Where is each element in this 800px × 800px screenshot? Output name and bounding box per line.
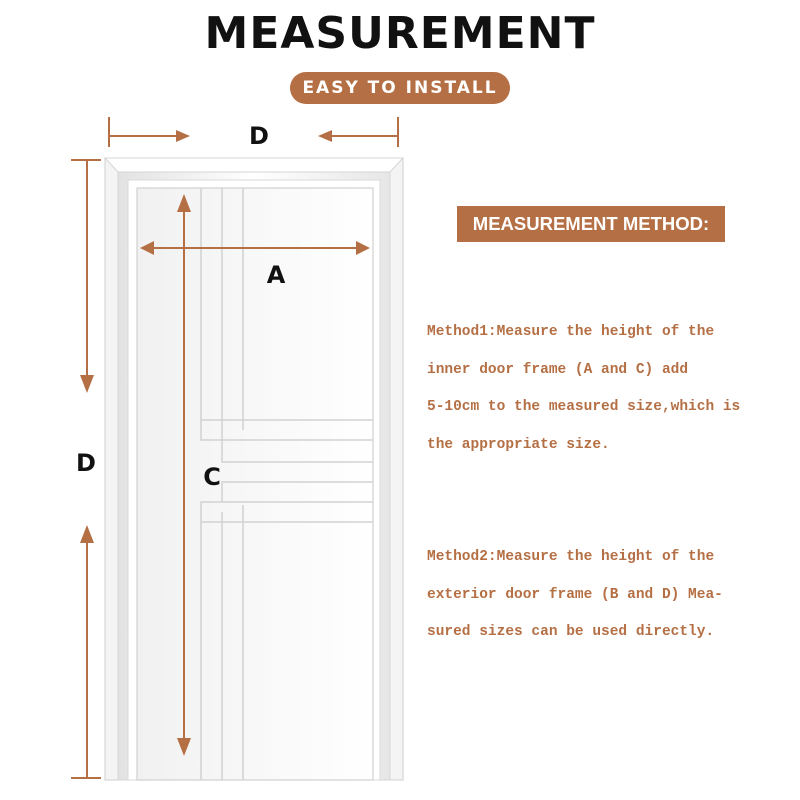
method1-line: Method1:Measure the height of the	[427, 324, 715, 340]
method1-text	[427, 314, 787, 464]
method2-text	[427, 539, 787, 652]
method-heading: MEASUREMENT METHOD:	[457, 206, 725, 242]
method1-line: the appropriate size.	[427, 436, 610, 453]
door-leaf	[137, 188, 373, 780]
method1-line: 5-10cm to the measured size,which is	[427, 399, 741, 415]
width-a-label: A	[266, 261, 286, 289]
method2-line: Method2:Measure the height of the	[427, 549, 715, 565]
easy-install-badge: EASY TO INSTALL	[290, 72, 510, 104]
page-title: MEASUREMENT	[204, 8, 596, 59]
width-d-label: D	[249, 122, 269, 150]
height-c-label: C	[203, 463, 221, 491]
method2-line: exterior door frame (B and D) Mea-	[427, 586, 723, 603]
method1-line: inner door frame (A and C) add	[427, 361, 689, 378]
method2-line: sured sizes can be used directly.	[427, 624, 715, 640]
height-d-label: D	[76, 449, 96, 477]
